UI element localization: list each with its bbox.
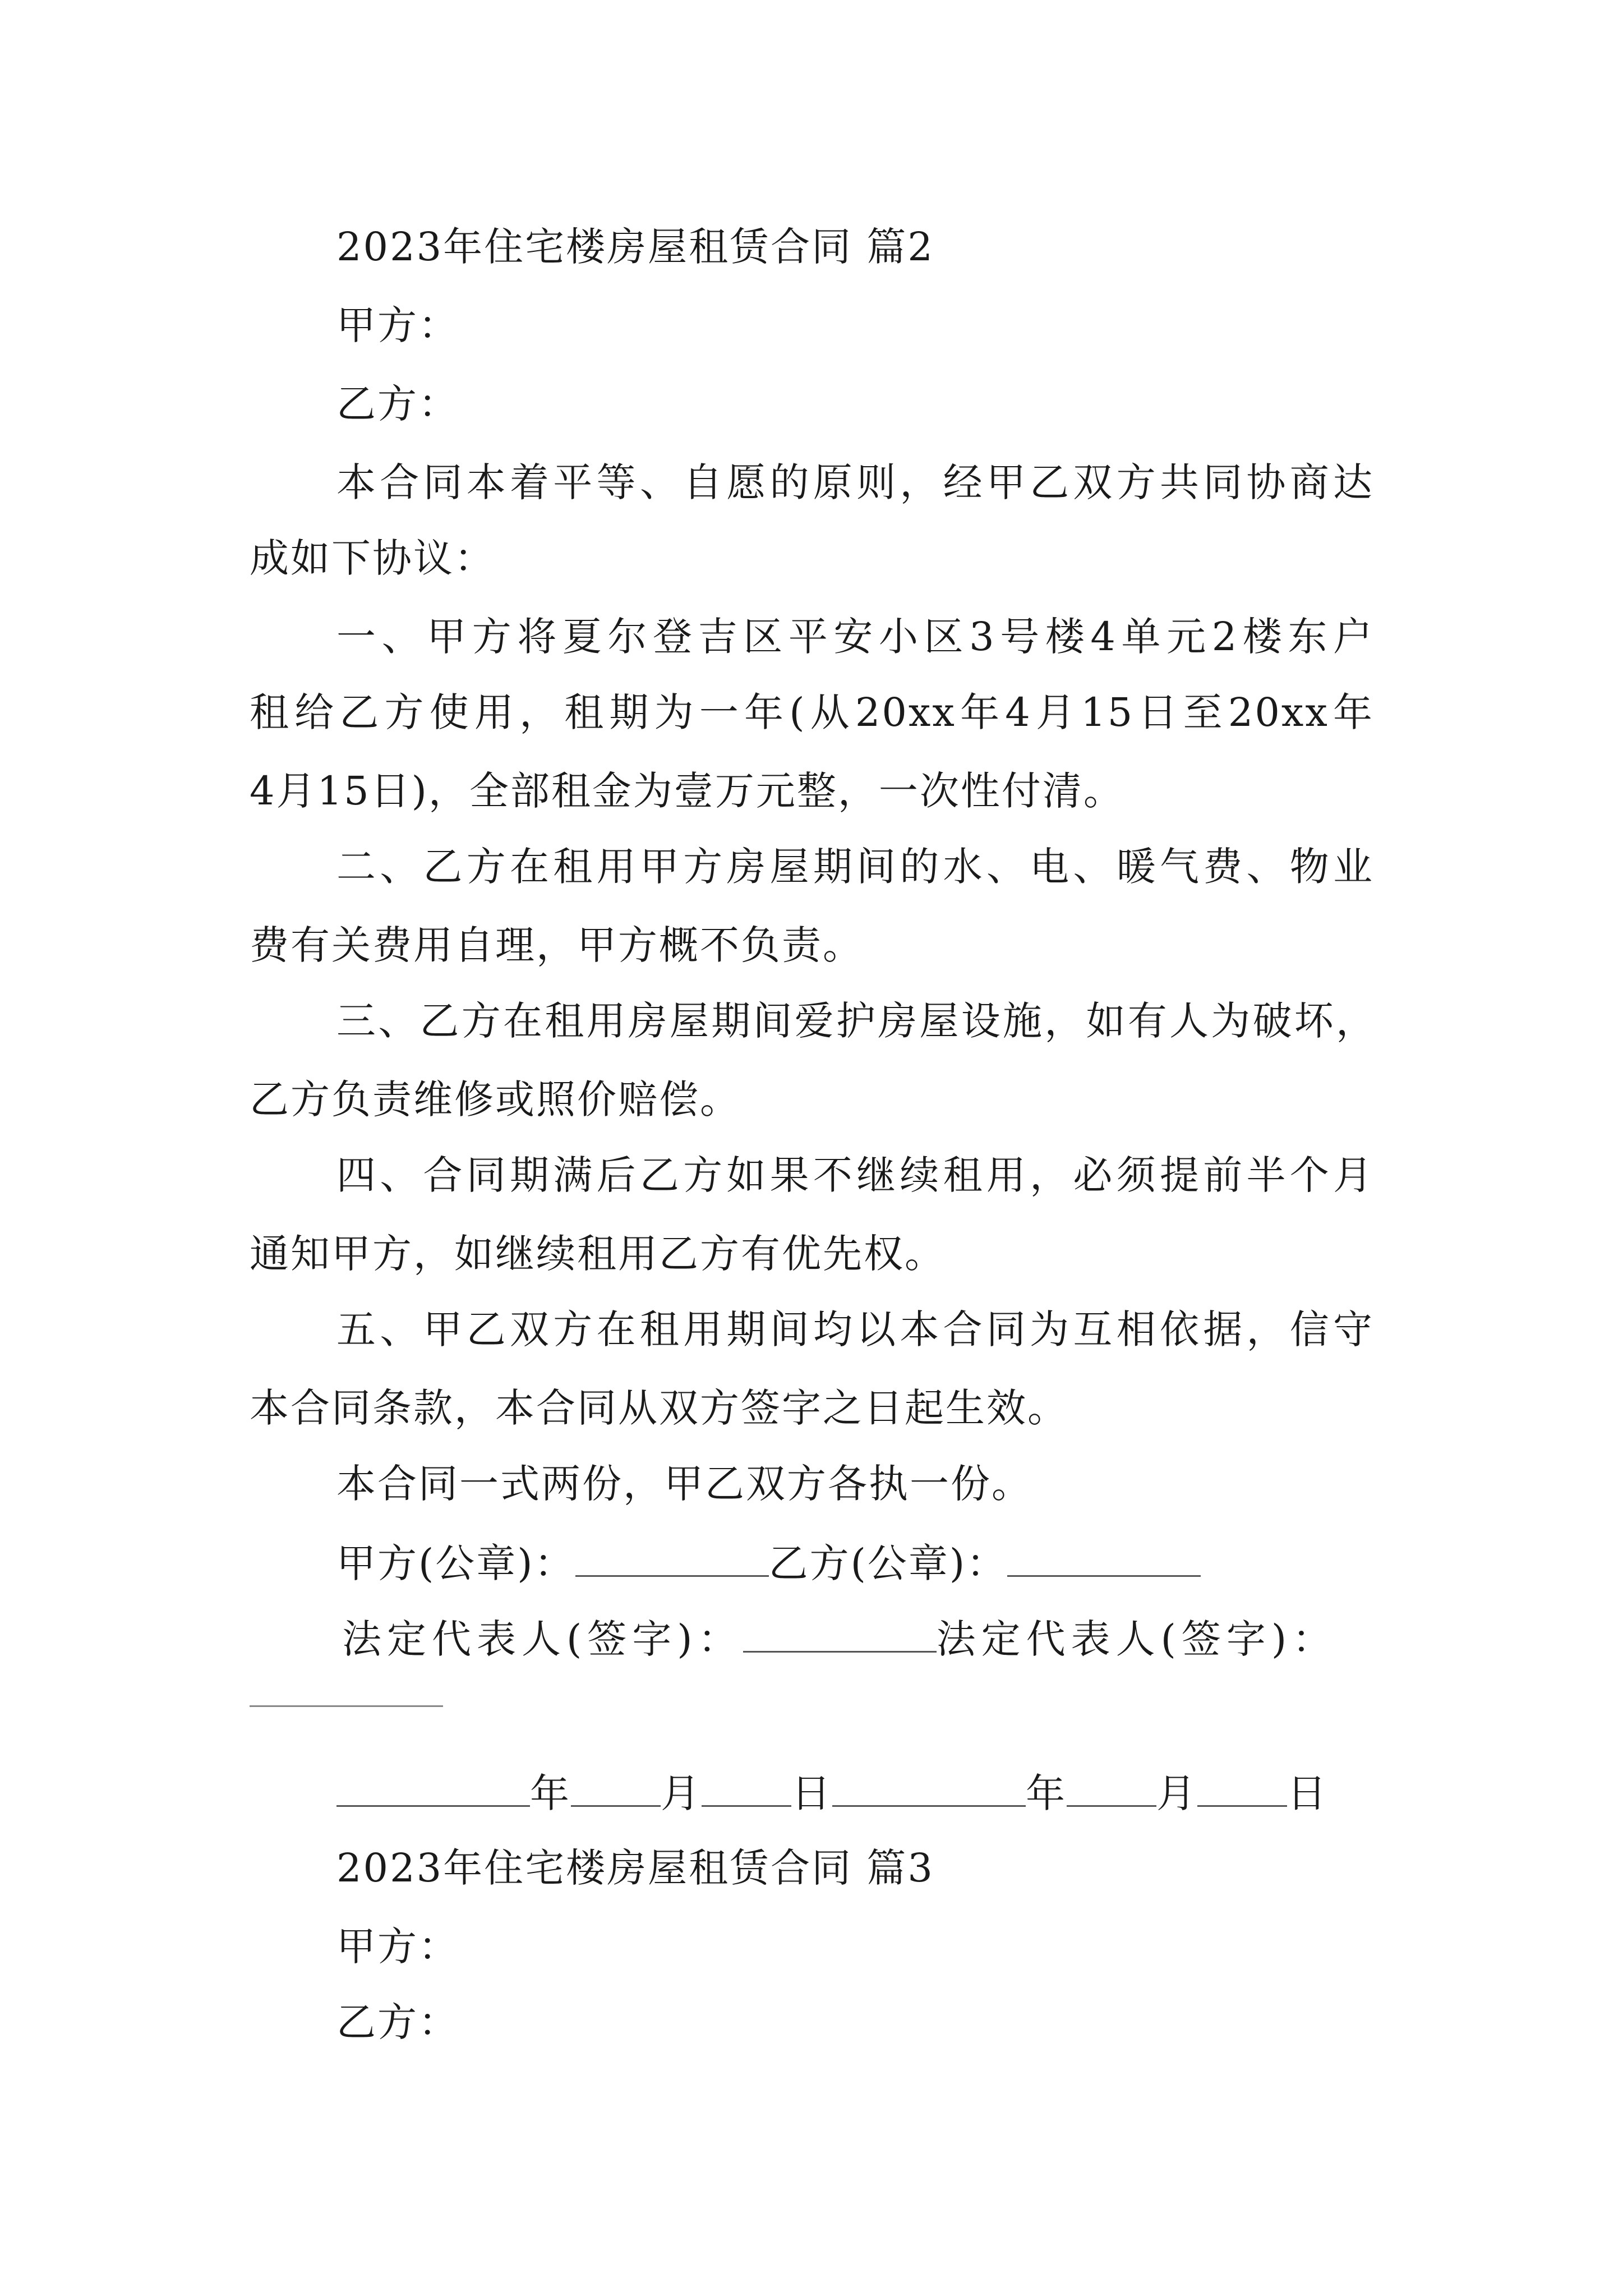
copies-statement: 本合同一式两份，甲乙双方各执一份。 (336, 1461, 1032, 1507)
date-a-month-label: 月 (661, 1770, 702, 1816)
clause-5-line-2: 本合同条款，本合同从双方签字之日起生效。 (250, 1385, 1068, 1431)
date-b-day-label: 日 (1287, 1770, 1328, 1816)
seal-a-blank (575, 1543, 769, 1577)
intro-line-2: 成如下协议： (250, 535, 495, 581)
section-title-2: 2023年住宅楼房屋租赁合同 篇2 (336, 224, 934, 270)
party-b-label: 乙方： (336, 381, 459, 427)
rep-b-label: 法定代表人(签字)： (936, 1616, 1338, 1662)
clause-5-line-1: 五、甲乙双方在租用期间均以本合同为互相依据，信守 (336, 1306, 1374, 1352)
date-b-month-label: 月 (1156, 1770, 1197, 1816)
rep-a-blank (743, 1618, 937, 1653)
clause-1-line-1: 一、甲方将夏尔登吉区平安小区3号楼4单元2楼东户 (336, 614, 1374, 660)
clause-3-line-1: 三、乙方在租用房屋期间爱护房屋设施，如有人为破坏， (336, 998, 1377, 1044)
date-row (336, 1770, 1328, 1816)
clause-3-line-2: 乙方负责维修或照价赔偿。 (250, 1076, 741, 1122)
seal-a-label: 甲方(公章)： (336, 1540, 575, 1586)
clause-1-line-3: 4月15日)，全部租金为壹万元整，一次性付清。 (250, 768, 1124, 814)
date-a-year-label: 年 (530, 1770, 571, 1816)
rep-b-blank (250, 1705, 443, 1707)
date-b-month-blank (1067, 1773, 1156, 1807)
clause-2-line-1: 二、乙方在租用甲方房屋期间的水、电、暖气费、物业 (336, 844, 1374, 890)
date-b-year-label: 年 (1026, 1770, 1067, 1816)
section-title-3: 2023年住宅楼房屋租赁合同 篇3 (336, 1845, 934, 1891)
date-a-year-blank (336, 1773, 530, 1807)
date-b-day-blank (1197, 1773, 1287, 1807)
seal-b-label: 乙方(公章)： (768, 1540, 1008, 1586)
rep-a-label: 法定代表人(签字)： (342, 1616, 743, 1662)
seal-b-blank (1007, 1543, 1201, 1577)
clause-1-line-2: 租给乙方使用，租期为一年(从20xx年4月15日至20xx年 (250, 689, 1374, 735)
party-a-label: 甲方： (336, 302, 459, 348)
date-a-day-blank (702, 1773, 791, 1807)
party-b-label-3: 乙方： (336, 1999, 459, 2045)
date-b-year-blank (832, 1773, 1026, 1807)
seal-signature-row (336, 1540, 1201, 1586)
date-a-day-label: 日 (791, 1770, 832, 1816)
party-a-label-3: 甲方： (336, 1924, 459, 1970)
clause-4-line-2: 通知甲方，如继续租用乙方有优先权。 (250, 1231, 946, 1277)
clause-4-line-1: 四、合同期满后乙方如果不继续租用，必须提前半个月 (336, 1152, 1374, 1198)
date-a-month-blank (571, 1773, 661, 1807)
representative-row (342, 1616, 1338, 1662)
intro-line-1: 本合同本着平等、自愿的原则，经甲乙双方共同协商达 (336, 459, 1374, 505)
clause-2-line-2: 费有关费用自理，甲方概不负责。 (250, 922, 864, 968)
